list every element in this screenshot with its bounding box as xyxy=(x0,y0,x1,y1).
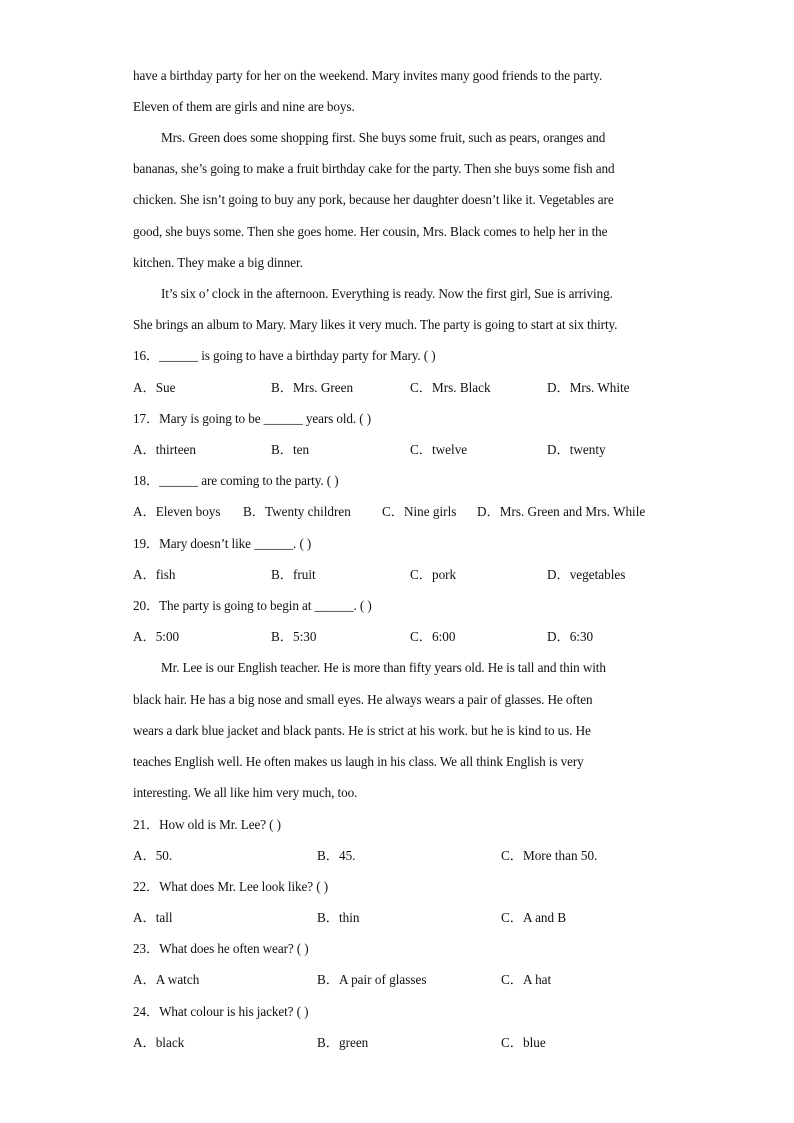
option-row xyxy=(133,504,661,520)
question-stem: 20．The party is going to begin at ______. ( ) xyxy=(133,598,372,613)
option-b[interactable]: B．Twenty children xyxy=(243,504,351,519)
option-row xyxy=(133,442,661,458)
passage2-line: teaches English well. He often makes us laugh in his class. We all think English is very xyxy=(133,754,584,769)
option-a[interactable]: A．Sue xyxy=(133,380,176,395)
option-c[interactable]: C．Nine girls xyxy=(382,504,457,519)
question-stem: 17．Mary is going to be ______ years old. ( ) xyxy=(133,411,372,426)
passage2-line: black hair. He has a big nose and small eyes. He always wears a pair of glasses. He often xyxy=(133,692,593,707)
passage1-line: bananas, she’s going to make a fruit birthday cake for the party. Then she buys some fish and xyxy=(133,161,615,176)
question-stem: 21．How old is Mr. Lee? ( ) xyxy=(133,817,281,832)
option-row xyxy=(133,380,661,396)
option-row xyxy=(133,848,661,864)
option-a[interactable]: A．tall xyxy=(133,910,173,925)
option-a[interactable]: A．fish xyxy=(133,567,176,582)
option-b[interactable]: B．Mrs. Green xyxy=(271,380,354,395)
option-row xyxy=(133,910,661,926)
passage1-line: good, she buys some. Then she goes home. Her cousin, Mrs. Black comes to help her in the xyxy=(133,224,608,239)
option-c[interactable]: C．pork xyxy=(410,567,457,582)
option-d[interactable]: D．vegetables xyxy=(547,567,626,582)
question-stem: 16．______ is going to have a birthday party for Mary. ( ) xyxy=(133,348,436,363)
option-row xyxy=(133,1035,661,1051)
option-row xyxy=(133,972,661,988)
option-d[interactable]: D．6:30 xyxy=(547,629,594,644)
option-c[interactable]: C．More than 50. xyxy=(501,848,598,863)
option-b[interactable]: B．45. xyxy=(317,848,356,863)
option-b[interactable]: B．thin xyxy=(317,910,360,925)
option-d[interactable]: D．twenty xyxy=(547,442,606,457)
option-a[interactable]: A．A watch xyxy=(133,972,200,987)
passage1-line: It’s six o’ clock in the afternoon. Everything is ready. Now the first girl, Sue is arriving. xyxy=(161,286,613,301)
option-c[interactable]: C．twelve xyxy=(410,442,468,457)
option-a[interactable]: A．thirteen xyxy=(133,442,196,457)
option-c[interactable]: C．Mrs. Black xyxy=(410,380,491,395)
option-d[interactable]: D．Mrs. Green and Mrs. While xyxy=(477,504,646,519)
question-stem: 22．What does Mr. Lee look like? ( ) xyxy=(133,879,328,894)
option-c[interactable]: C．6:00 xyxy=(410,629,456,644)
option-a[interactable]: A．black xyxy=(133,1035,185,1050)
passage2-line: interesting. We all like him very much, too. xyxy=(133,785,358,800)
question-stem: 24．What colour is his jacket? ( ) xyxy=(133,1004,309,1019)
passage2-line: wears a dark blue jacket and black pants. He is strict at his work. but he is kind to us. He xyxy=(133,723,591,738)
option-row xyxy=(133,629,661,645)
option-d[interactable]: D．Mrs. White xyxy=(547,380,630,395)
option-a[interactable]: A．Eleven boys xyxy=(133,504,221,519)
passage1-line: She brings an album to Mary. Mary likes it very much. The party is going to start at six thirty. xyxy=(133,317,618,332)
passage1-line: kitchen. They make a big dinner. xyxy=(133,255,303,270)
question-stem: 23．What does he often wear? ( ) xyxy=(133,941,309,956)
option-row xyxy=(133,567,661,583)
option-b[interactable]: B．A pair of glasses xyxy=(317,972,427,987)
passage2-line: Mr. Lee is our English teacher. He is more than fifty years old. He is tall and thin with xyxy=(161,660,606,675)
passage1-line: chicken. She isn’t going to buy any pork, because her daughter doesn’t like it. Vegetables are xyxy=(133,192,614,207)
option-c[interactable]: C．blue xyxy=(501,1035,546,1050)
option-b[interactable]: B．5:30 xyxy=(271,629,317,644)
option-b[interactable]: B．ten xyxy=(271,442,310,457)
question-stem: 19．Mary doesn’t like ______. ( ) xyxy=(133,536,312,551)
option-c[interactable]: C．A and B xyxy=(501,910,567,925)
option-a[interactable]: A．50. xyxy=(133,848,173,863)
passage1-line: Eleven of them are girls and nine are boys. xyxy=(133,99,355,114)
passage1-line: have a birthday party for her on the weekend. Mary invites many good friends to the party. xyxy=(133,68,603,83)
passage1-line: Mrs. Green does some shopping first. She buys some fruit, such as pears, oranges and xyxy=(161,130,606,145)
question-stem: 18．______ are coming to the party. ( ) xyxy=(133,473,339,488)
option-b[interactable]: B．green xyxy=(317,1035,369,1050)
option-b[interactable]: B．fruit xyxy=(271,567,316,582)
option-c[interactable]: C．A hat xyxy=(501,972,552,987)
option-a[interactable]: A．5:00 xyxy=(133,629,180,644)
